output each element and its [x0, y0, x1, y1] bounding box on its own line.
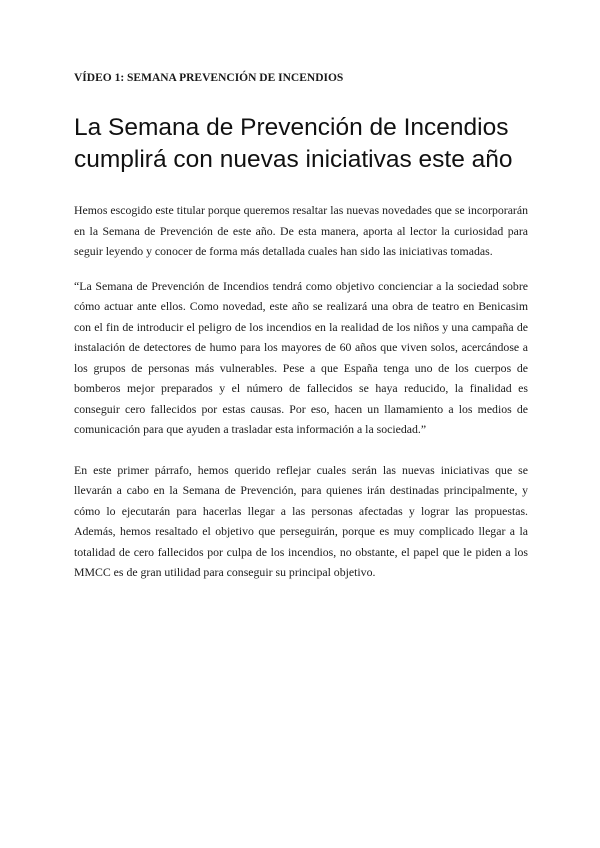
paragraph-intro: Hemos escogido este titular porque queremos resaltar las nuevas novedades que se incorporarán en la Semana de Prevención de este año. De esta manera, aporta al lector la curiosidad para seguir leyendo y conocer de forma más detallada cuales han sido las iniciativas tomadas.	[74, 203, 528, 258]
document-page	[74, 70, 528, 597]
paragraph-quote: “La Semana de Prevención de Incendios tendrá como objetivo concienciar a la sociedad sobre cómo actuar ante ellos. Como novedad, este año se realizará una obra de teatro en Benicasim con el fin de introducir el peligro de los incendios en la realidad de los niños y una campaña de instalación de detectores de humo para los mayores de 60 años que viven solos, acercándose a los grupos de personas más vulnerables. Pese a que España tenga uno de los cuerpos de bomberos mejor preparados y el número de fallecidos se haya reducido, la finalidad es conseguir cero fallecidos por estas causas. Por eso, hacen un llamamiento a los medios de comunicación para que ayuden a trasladar esta información a la sociedad.”	[74, 278, 528, 436]
paragraph-analysis: En este primer párrafo, hemos querido reflejar cuales serán las nuevas iniciativas que se llevarán a cabo en la Semana de Prevención, para quienes irán destinadas principalmente, y cómo lo ejecutarán para hacerlas llegar a las personas afectadas y lograr las propuestas. Además, hemos resaltado el objetivo que perseguirán, porque es muy complicado llegar a la totalidad de cero fallecidos por culpa de los incendios, no obstante, el papel que le piden a los MMCC es de gran utilidad para conseguir su principal objetivo.	[74, 462, 528, 579]
headline: La Semana de Prevención de Incendios cumplirá con nuevas iniciativas este año	[74, 114, 513, 173]
section-title: VÍDEO 1: SEMANA PREVENCIÓN DE INCENDIOS	[74, 72, 344, 84]
